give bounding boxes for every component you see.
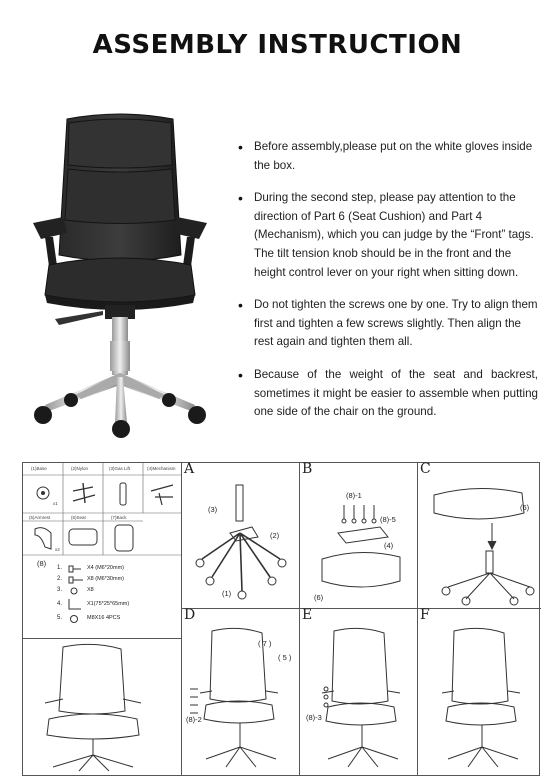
part-qty: x2 xyxy=(55,547,60,552)
screw-spec: M8X16 4PCS xyxy=(87,615,121,621)
callout-label: (1) xyxy=(222,589,232,598)
instruction-item: • Do not tighten the screws one by one. Try to align them first and tighten a few screws slightly. Then align the rest again and tighten them all. xyxy=(238,296,538,352)
callout-label: (3) xyxy=(208,505,218,514)
instruction-item: • During the second step, please pay attention to the direction of Part 6 (Seat Cushion) and Part 4 (Mechanism), which you can judge by the “Front” tags. The tilt tension knob should be in the front and the height control lever on your right when sitting down. xyxy=(238,189,538,282)
screw-num: 1. xyxy=(57,565,63,571)
step-b-panel xyxy=(300,463,418,609)
finished-chair-panel xyxy=(23,639,182,776)
callout-label: (4) xyxy=(384,541,394,550)
callout-label: (8)-2 xyxy=(186,715,202,724)
instruction-item: • Because of the weight of the seat and backrest, sometimes it might be easier to assemble when putting one side of the chair on the ground. xyxy=(238,366,538,422)
screw-spec: X8 xyxy=(87,587,94,593)
step-letter: D xyxy=(184,607,196,623)
part-label: (6)Seat xyxy=(71,515,86,520)
part-label: (4)Mechanism xyxy=(147,466,176,471)
instruction-list xyxy=(238,138,538,436)
screw-spec: X1(75*25*65mm) xyxy=(87,601,130,607)
screw-num: 3. xyxy=(57,587,63,593)
screw-spec: X4 (M6*20mm) xyxy=(87,565,124,571)
screw-num: 5. xyxy=(57,615,63,621)
step-d-panel xyxy=(182,609,300,776)
step-letter: B xyxy=(302,461,313,477)
screw-group-label: (8) xyxy=(37,559,47,568)
instruction-item: • Before assembly,please put on the white gloves inside the box. xyxy=(238,138,538,175)
step-letter: C xyxy=(420,461,431,477)
part-label: (3)Gas Lift xyxy=(109,466,131,471)
screw-spec: X8 (M6*30mm) xyxy=(87,576,124,582)
page-title: ASSEMBLY INSTRUCTION xyxy=(92,30,463,60)
assembly-diagram-grid xyxy=(22,462,540,776)
screw-num: 4. xyxy=(57,601,63,607)
screw-num: 2. xyxy=(57,576,63,582)
step-letter: F xyxy=(420,607,430,623)
callout-label: (6) xyxy=(314,593,324,602)
callout-label: (2) xyxy=(270,531,280,540)
parts-list-panel xyxy=(23,463,182,639)
part-label: (7)Back xyxy=(111,515,127,520)
step-e-panel xyxy=(300,609,418,776)
callout-label: (6) xyxy=(520,503,530,512)
callout-label: (8)-3 xyxy=(306,713,322,722)
callout-label: ( 5 ) xyxy=(278,653,292,662)
step-c-panel xyxy=(418,463,541,609)
office-chair-photo xyxy=(15,105,225,440)
part-qty: x1 xyxy=(53,501,58,506)
part-label: (1)Base xyxy=(31,466,47,471)
callout-label: (8)-5 xyxy=(380,515,396,524)
part-label: (5)Armrest xyxy=(29,515,51,520)
part-label: (2)Nylon xyxy=(71,466,89,471)
step-f-panel xyxy=(418,609,541,776)
step-a-panel xyxy=(182,463,300,609)
callout-label: ( 7 ) xyxy=(258,639,272,648)
step-letter: A xyxy=(184,461,195,477)
callout-label: (8)-1 xyxy=(346,491,362,500)
step-letter: E xyxy=(302,607,313,623)
